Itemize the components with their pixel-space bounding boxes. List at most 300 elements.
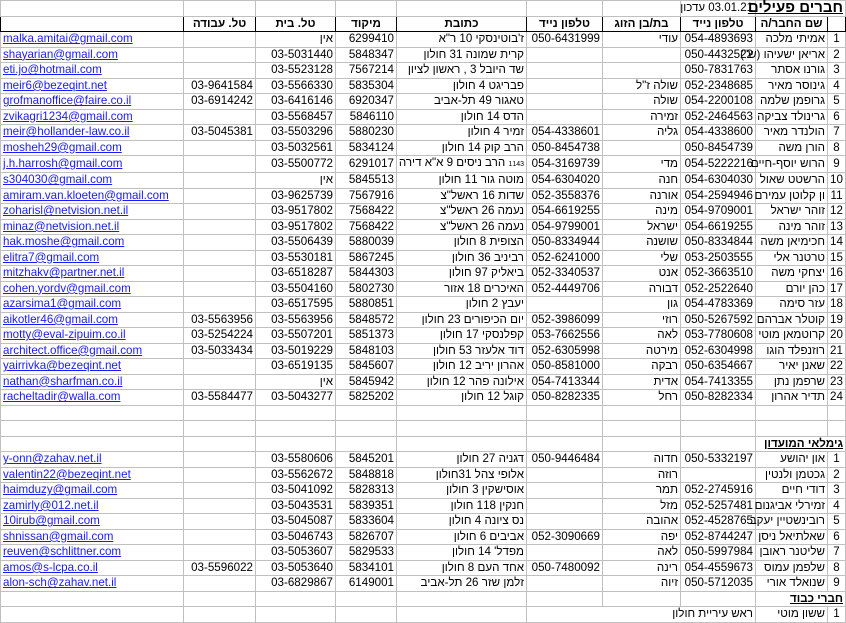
- home-phone-cell: אין: [256, 374, 336, 390]
- email-link[interactable]: valentin22@bezeqint.net: [1, 467, 184, 483]
- email-link[interactable]: aikotler46@gmail.com: [1, 312, 184, 328]
- table-row: [1, 235, 846, 251]
- spouse-name-cell: יפה: [603, 529, 681, 545]
- empty-cell: [756, 405, 828, 421]
- address-text: קפלנסקי 17 חולון: [439, 328, 524, 342]
- empty-cell: [681, 405, 756, 421]
- address-cell: [397, 78, 527, 94]
- home-phone-cell: 03-5523128: [256, 63, 336, 79]
- email-link[interactable]: amiram.van.kloeten@gmail.com: [1, 188, 184, 204]
- work-phone-cell: [184, 235, 256, 251]
- spouse-mobile-cell: 050-8581000: [527, 359, 603, 375]
- mobile-cell: 053-7780608: [681, 328, 756, 344]
- table-row: [1, 281, 846, 297]
- work-phone-cell: 03-5563956: [184, 312, 256, 328]
- header-mobile: טלפון נייד: [681, 16, 756, 32]
- email-link[interactable]: grofmanoffice@faire.co.il: [1, 94, 184, 110]
- empty-cell: [256, 421, 336, 437]
- empty-cell: [1, 421, 184, 437]
- mobile-cell: 052-4528765: [681, 514, 756, 530]
- address-text: ביאליק 97 חולון: [448, 266, 524, 280]
- updated-date: 03.01.21: [708, 2, 753, 15]
- address-text: ז'בוטינסקי 10 ר"א: [438, 32, 524, 46]
- address-cell: [397, 343, 527, 359]
- empty-cell: [184, 591, 256, 607]
- spouse-name-cell: רחל: [603, 390, 681, 406]
- email-link[interactable]: elitra7@gmail.com: [1, 250, 184, 266]
- mobile-cell: 050-5332197: [681, 452, 756, 468]
- email-link[interactable]: hak.moshe@gmail.com: [1, 235, 184, 251]
- member-name-cell: טרטנר אלי: [756, 250, 828, 266]
- member-name-cell: שאלתיאל ניסן: [756, 529, 828, 545]
- spouse-name-cell: ישראל: [603, 219, 681, 235]
- spouse-mobile-cell: 054-6619255: [527, 204, 603, 220]
- work-phone-cell: 03-5033434: [184, 343, 256, 359]
- mobile-cell: 052-6304998: [681, 343, 756, 359]
- spouse-mobile-cell: 052-3986099: [527, 312, 603, 328]
- empty-cell: [397, 436, 527, 452]
- email-link[interactable]: shayarian@gmail.com: [1, 47, 184, 63]
- address-text: אילונה פהר 12 חולון: [426, 374, 524, 388]
- home-phone-cell: 03-5041092: [256, 483, 336, 499]
- zip-cell: 5848818: [336, 467, 397, 483]
- row-number-cell: 3: [828, 483, 846, 499]
- spouse-mobile-cell: 054-9799001: [527, 219, 603, 235]
- spouse-name-cell: חדוה: [603, 452, 681, 468]
- address-text: הצופית 8 חולון: [453, 235, 524, 249]
- row-number-cell: 7: [828, 545, 846, 561]
- spouse-name-cell: רוזי: [603, 312, 681, 328]
- member-name-cell: הולנדר מאיר: [756, 125, 828, 141]
- email-link[interactable]: mitzhakv@partner.net.il: [1, 266, 184, 282]
- email-link[interactable]: reuven@schlittner.com: [1, 545, 184, 561]
- updated-cell: [681, 1, 756, 17]
- email-link[interactable]: motty@eval-zipuim.co.il: [1, 328, 184, 344]
- spouse-mobile-cell: [527, 47, 603, 63]
- address-note: 1143: [508, 161, 524, 168]
- table-row: [1, 204, 846, 220]
- spouse-name-cell: דבורה: [603, 281, 681, 297]
- home-phone-cell: 03-6519135: [256, 359, 336, 375]
- mobile-cell: 054-6304030: [681, 173, 756, 189]
- email-link[interactable]: alon-sch@zahav.net.il: [1, 576, 184, 592]
- empty-cell: [1, 405, 184, 421]
- spouse-mobile-cell: 054-6304020: [527, 173, 603, 189]
- member-name-cell: זוהר מינה: [756, 219, 828, 235]
- honorary-row: [1, 607, 846, 623]
- mobile-cell: 054-5222216: [681, 156, 756, 173]
- member-name-cell: יצחקי משה: [756, 266, 828, 282]
- member-name-cell: חכימיאן משה: [756, 235, 828, 251]
- mobile-cell: [681, 467, 756, 483]
- address-text: מפדל' 14 חולון: [452, 545, 524, 559]
- work-phone-cell: 03-6914242: [184, 94, 256, 110]
- email-link[interactable]: cohen.yordv@gmail.com: [1, 281, 184, 297]
- mobile-cell: 054-2200108: [681, 94, 756, 110]
- work-phone-cell: [184, 576, 256, 592]
- zip-cell: 7568422: [336, 219, 397, 235]
- email-link[interactable]: s304030@gmail.com: [1, 173, 184, 189]
- row-number-cell: 1: [828, 452, 846, 468]
- table-row: [1, 498, 846, 514]
- work-phone-cell: [184, 204, 256, 220]
- empty-cell: [603, 405, 681, 421]
- address-cell: [397, 529, 527, 545]
- table-row: [1, 312, 846, 328]
- row-number-cell: 10: [828, 173, 846, 189]
- zip-cell: 5848572: [336, 312, 397, 328]
- work-phone-cell: [184, 498, 256, 514]
- work-phone-cell: [184, 250, 256, 266]
- work-phone-cell: 03-5254224: [184, 328, 256, 344]
- retired-section-title-row: [1, 436, 846, 452]
- empty-cell: [828, 421, 846, 437]
- zip-cell: 5848103: [336, 343, 397, 359]
- home-phone-cell: אין: [256, 173, 336, 189]
- mobile-cell: 050-8282334: [681, 390, 756, 406]
- spouse-name-cell: לאה: [603, 328, 681, 344]
- mobile-cell: 054-4559673: [681, 560, 756, 576]
- address-cell: [397, 109, 527, 125]
- work-phone-cell: [184, 266, 256, 282]
- member-name-cell: כהן יורם: [756, 281, 828, 297]
- empty-cell: [336, 436, 397, 452]
- header-spouse-mobile: טלפון נייד: [527, 16, 603, 32]
- zip-cell: 5839351: [336, 498, 397, 514]
- email-link[interactable]: nathan@sharfman.co.il: [1, 374, 184, 390]
- email-link[interactable]: shnissan@gmail.com: [1, 529, 184, 545]
- address-text: קוגל 12 חולון: [461, 390, 524, 404]
- row-number-cell: 16: [828, 266, 846, 282]
- zip-cell: 5844303: [336, 266, 397, 282]
- table-row: [1, 250, 846, 266]
- empty-cell: [397, 591, 527, 607]
- row-number-cell: 3: [828, 63, 846, 79]
- title-row: [1, 1, 846, 17]
- address-text: אוסישקין 3 חולון: [446, 483, 524, 497]
- address-cell: [397, 297, 527, 313]
- empty-cell: [603, 591, 681, 607]
- work-phone-cell: [184, 219, 256, 235]
- work-phone-cell: [184, 452, 256, 468]
- spouse-mobile-cell: 054-3169739: [527, 156, 603, 173]
- work-phone-cell: 03-5596022: [184, 560, 256, 576]
- row-number-cell: 4: [828, 498, 846, 514]
- row-number-cell: 20: [828, 328, 846, 344]
- spouse-name-cell: לאה: [603, 545, 681, 561]
- spouse-name-cell: עודי: [603, 32, 681, 48]
- home-phone-cell: 03-6518287: [256, 266, 336, 282]
- spouse-mobile-cell: 052-6305998: [527, 343, 603, 359]
- home-phone-cell: אין: [256, 32, 336, 48]
- work-phone-cell: [184, 173, 256, 189]
- spouse-name-cell: רוזה: [603, 467, 681, 483]
- empty-cell: [184, 607, 256, 623]
- empty-cell: [256, 436, 336, 452]
- table-row: [1, 359, 846, 375]
- home-phone-cell: 03-5580606: [256, 452, 336, 468]
- member-name-cell: שליטנר ראובן: [756, 545, 828, 561]
- mobile-cell: 050-8454739: [681, 140, 756, 156]
- address-cell: [397, 32, 527, 48]
- empty-cell: [603, 436, 681, 452]
- header-work-phone: טל. עבודה: [184, 16, 256, 32]
- email-link[interactable]: 10irub@gmail.com: [1, 514, 184, 530]
- row-number-cell: 22: [828, 359, 846, 375]
- zip-cell: 5802730: [336, 281, 397, 297]
- empty-cell: [603, 421, 681, 437]
- member-name-cell: ון קלוטן עמירם: [756, 188, 828, 204]
- row-number-cell: 1: [828, 607, 846, 623]
- home-phone-cell: 03-5530181: [256, 250, 336, 266]
- email-link[interactable]: zvikagri1234@gmail.com: [1, 109, 184, 125]
- row-number-cell: 14: [828, 235, 846, 251]
- row-number-cell: 12: [828, 204, 846, 220]
- mobile-cell: 050-7831763: [681, 63, 756, 79]
- member-name-cell: קוטלר אברהם: [756, 312, 828, 328]
- email-link[interactable]: meir@hollander-law.co.il: [1, 125, 184, 141]
- spouse-name-cell: חנה: [603, 173, 681, 189]
- member-name-cell: הרשטט שאול: [756, 173, 828, 189]
- zip-cell: 5834101: [336, 560, 397, 576]
- spouse-mobile-cell: [527, 109, 603, 125]
- empty-cell: [256, 405, 336, 421]
- honorary-section-title-row: [1, 591, 846, 607]
- empty-cell: [681, 591, 756, 607]
- zip-cell: 5825202: [336, 390, 397, 406]
- email-link[interactable]: yairrivka@bezeqint.net: [1, 359, 184, 375]
- spouse-mobile-cell: [527, 63, 603, 79]
- address-text: חנקין 118 חולון: [450, 498, 524, 512]
- retired-section-title: גימלאי המועדון: [756, 436, 846, 452]
- home-phone-cell: 03-5053640: [256, 560, 336, 576]
- spouse-mobile-cell: 054-7413344: [527, 374, 603, 390]
- home-phone-cell: 03-5566330: [256, 78, 336, 94]
- mobile-cell: 050-8334844: [681, 235, 756, 251]
- address-cell: [397, 452, 527, 468]
- address-text: דגניה 27 חולון: [456, 452, 524, 466]
- zip-cell: 6299410: [336, 32, 397, 48]
- member-name-cell: גרופמן שלמה: [756, 94, 828, 110]
- spouse-mobile-cell: [527, 498, 603, 514]
- row-number-cell: 8: [828, 140, 846, 156]
- header-spouse: בת/בן הזוג: [603, 16, 681, 32]
- spouse-mobile-cell: [527, 94, 603, 110]
- address-text: מוטה גור 11 חולון: [438, 173, 524, 187]
- spouse-mobile-cell: 050-9446484: [527, 452, 603, 468]
- mobile-cell: 052-2745916: [681, 483, 756, 499]
- address-cell: [397, 94, 527, 110]
- spouse-name-cell: רבקה: [603, 359, 681, 375]
- email-link[interactable]: racheltadir@walla.com: [1, 390, 184, 406]
- spouse-name-cell: תמר: [603, 483, 681, 499]
- address-cell: [397, 498, 527, 514]
- member-name-cell: און יהושע: [756, 452, 828, 468]
- zip-cell: 5845942: [336, 374, 397, 390]
- member-name-cell: שרפמן נתן: [756, 374, 828, 390]
- spouse-mobile-cell: [527, 545, 603, 561]
- spouse-mobile-cell: 050-8454738: [527, 140, 603, 156]
- home-phone-cell: 03-5563956: [256, 312, 336, 328]
- email-link[interactable]: zamirly@012.net.il: [1, 498, 184, 514]
- empty-cell: [527, 591, 603, 607]
- home-phone-cell: 03-5568457: [256, 109, 336, 125]
- spouse-name-cell: אנט: [603, 266, 681, 282]
- work-phone-cell: [184, 514, 256, 530]
- honorary-role-cell: ראש עיריית חולון: [527, 607, 756, 623]
- email-link[interactable]: architect.office@gmail.com: [1, 343, 184, 359]
- zip-cell: 5845201: [336, 452, 397, 468]
- address-cell: [397, 47, 527, 63]
- zip-cell: 6920347: [336, 94, 397, 110]
- empty-cell: [756, 421, 828, 437]
- address-text: זמיר 4 חולון: [467, 125, 524, 139]
- address-text: דוד אלעזר 53 חולון: [432, 343, 524, 357]
- spouse-name-cell: זמירה: [603, 109, 681, 125]
- address-cell: [397, 328, 527, 344]
- empty-cell: [681, 421, 756, 437]
- header-address: כתובת: [397, 16, 527, 32]
- address-cell: [397, 173, 527, 189]
- address-cell: [397, 576, 527, 592]
- zip-cell: 5826707: [336, 529, 397, 545]
- address-cell: [397, 312, 527, 328]
- mobile-cell: 054-4893693: [681, 32, 756, 48]
- mobile-cell: 054-2594946: [681, 188, 756, 204]
- zip-cell: 6149001: [336, 576, 397, 592]
- table-row: [1, 467, 846, 483]
- work-phone-cell: [184, 63, 256, 79]
- zip-cell: 7567214: [336, 63, 397, 79]
- spouse-mobile-cell: 053-7662556: [527, 328, 603, 344]
- table-row: [1, 374, 846, 390]
- table-row: [1, 78, 846, 94]
- work-phone-cell: 03-5584477: [184, 390, 256, 406]
- empty-cell: [256, 607, 336, 623]
- spouse-mobile-cell: [527, 297, 603, 313]
- spouse-mobile-cell: 050-8282335: [527, 390, 603, 406]
- row-number-cell: 15: [828, 250, 846, 266]
- empty-cell: [184, 436, 256, 452]
- row-number-cell: 13: [828, 219, 846, 235]
- email-link[interactable]: zoharisl@netvision.net.il: [1, 204, 184, 220]
- empty-cell: [336, 421, 397, 437]
- member-name-cell: שלפמן עמוס: [756, 560, 828, 576]
- member-name-cell: הרוש יוסף-חיים: [756, 156, 828, 173]
- table-row: [1, 297, 846, 313]
- email-link[interactable]: mosheh29@gmail.com: [1, 140, 184, 156]
- header-row: [1, 16, 846, 32]
- address-cell: [397, 140, 527, 156]
- address-cell: [397, 204, 527, 220]
- address-text: הרב קוק 14 חולון: [441, 140, 524, 154]
- email-link[interactable]: y-onn@zahav.net.il: [1, 452, 184, 468]
- zip-cell: 5867245: [336, 250, 397, 266]
- row-number-cell: 18: [828, 297, 846, 313]
- table-row: [1, 109, 846, 125]
- empty-cell: [256, 591, 336, 607]
- table-row: [1, 266, 846, 282]
- home-phone-cell: 03-5562672: [256, 467, 336, 483]
- spouse-mobile-cell: [527, 467, 603, 483]
- work-phone-cell: [184, 374, 256, 390]
- address-text: נעמה 26 ראשל"צ: [440, 204, 524, 218]
- address-cell: [397, 281, 527, 297]
- address-text: נס ציונה 4 חולון: [448, 514, 524, 528]
- zip-cell: 5845607: [336, 359, 397, 375]
- mobile-cell: 054-4338600: [681, 125, 756, 141]
- mobile-cell: 052-2348685: [681, 78, 756, 94]
- home-phone-cell: 03-5032561: [256, 140, 336, 156]
- email-link[interactable]: azarsima1@gmail.com: [1, 297, 184, 313]
- spouse-mobile-cell: 054-4338601: [527, 125, 603, 141]
- mobile-cell: 050-5997984: [681, 545, 756, 561]
- member-name-cell: גינוסר מאיר: [756, 78, 828, 94]
- address-cell: [397, 266, 527, 282]
- address-cell: [397, 235, 527, 251]
- zip-cell: 5845513: [336, 173, 397, 189]
- home-phone-cell: 03-6416146: [256, 94, 336, 110]
- email-link[interactable]: haimduzy@gmail.com: [1, 483, 184, 499]
- table-row: [1, 219, 846, 235]
- member-name-cell: שאנן יאיר: [756, 359, 828, 375]
- row-number-cell: 5: [828, 94, 846, 110]
- table-row: [1, 529, 846, 545]
- table-row: [1, 94, 846, 110]
- table-row: [1, 140, 846, 156]
- blank-row: [1, 421, 846, 437]
- table-row: [1, 188, 846, 204]
- spouse-name-cell: מינה: [603, 204, 681, 220]
- member-name-cell: זוהר ישראל: [756, 204, 828, 220]
- email-link[interactable]: j.h.harrosh@gmail.com: [1, 156, 184, 173]
- work-phone-cell: [184, 188, 256, 204]
- work-phone-cell: [184, 467, 256, 483]
- email-link[interactable]: eti.jo@hotmail.com: [1, 63, 184, 79]
- empty-cell: [681, 436, 756, 452]
- member-name-cell: אריאן ישעיהו (ש"): [756, 47, 828, 63]
- row-number-cell: 2: [828, 467, 846, 483]
- member-name-cell: דודי חיים: [756, 483, 828, 499]
- empty-cell: [336, 607, 397, 623]
- empty-cell: [397, 421, 527, 437]
- spouse-mobile-cell: 052-4449706: [527, 281, 603, 297]
- member-name-cell: רובינשטיין יעקב: [756, 514, 828, 530]
- home-phone-cell: 03-5504160: [256, 281, 336, 297]
- row-number-cell: 21: [828, 343, 846, 359]
- email-link[interactable]: malka.amitai@gmail.com: [1, 32, 184, 48]
- work-phone-cell: [184, 483, 256, 499]
- email-link[interactable]: amos@s-lcpa.co.il: [1, 560, 184, 576]
- spouse-mobile-cell: [527, 514, 603, 530]
- row-number-cell: 6: [828, 109, 846, 125]
- address-text: אביבים 6 חולון: [453, 529, 524, 543]
- row-number-cell: 8: [828, 560, 846, 576]
- empty-cell: [397, 607, 527, 623]
- email-link[interactable]: minaz@netvision.net.il: [1, 219, 184, 235]
- email-link[interactable]: meir6@bezeqint.net: [1, 78, 184, 94]
- address-cell: [397, 545, 527, 561]
- spouse-mobile-cell: 052-3090669: [527, 529, 603, 545]
- spouse-name-cell: שולה ז"ל: [603, 78, 681, 94]
- table-row: [1, 32, 846, 48]
- spouse-name-cell: אהובה: [603, 514, 681, 530]
- header-name: שם החבר/ה: [756, 16, 828, 32]
- mobile-cell: 052-2522640: [681, 281, 756, 297]
- home-phone-cell: 03-5046743: [256, 529, 336, 545]
- table-row: [1, 576, 846, 592]
- home-phone-cell: 03-5507201: [256, 328, 336, 344]
